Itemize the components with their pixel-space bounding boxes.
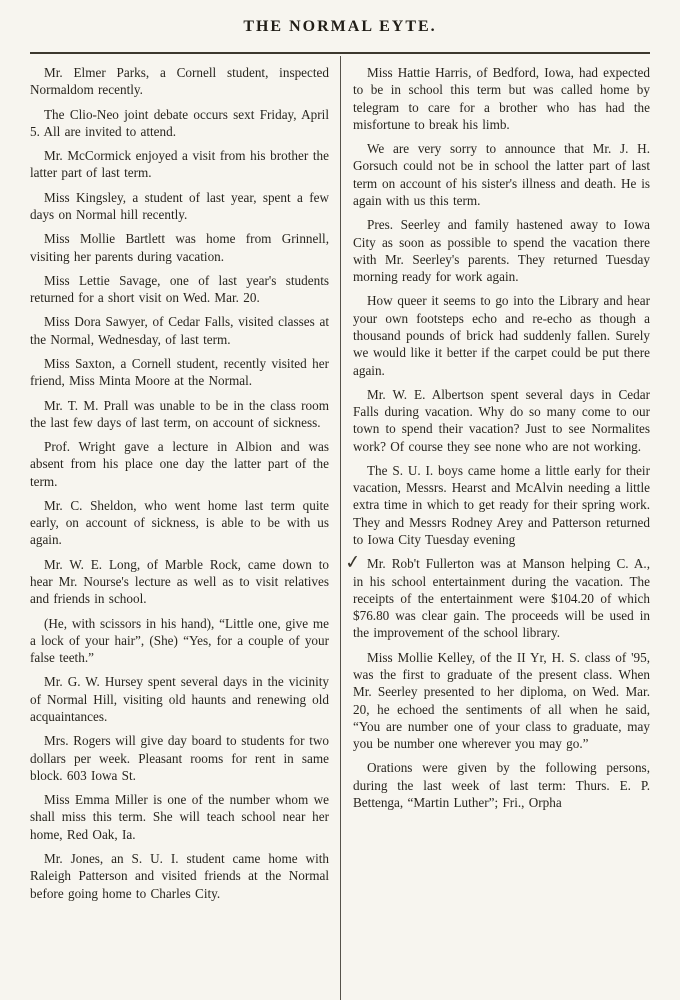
columns-container bbox=[30, 56, 650, 1000]
paragraph: Miss Emma Miller is one of the number whom we shall miss this term. She will teach school near her home, Red Oak, Ia. bbox=[30, 792, 329, 842]
left-column bbox=[30, 56, 340, 1000]
paragraph: Mr. Elmer Parks, a Cornell student, inspected Normaldom recently. bbox=[30, 65, 329, 98]
paragraph: The S. U. I. boys came home a little early for their vacation, Messrs. Hearst and McAlvin needing a little extra time in which to get ready for their spring work. They and Messrs Rodney Arey and Patterson returned to Iowa City Tuesday evening bbox=[353, 462, 650, 548]
paragraph: The Clio-Neo joint debate occurs sext Friday, April 5. All are invited to attend. bbox=[30, 106, 329, 139]
paragraph: Mr. W. E. Long, of Marble Rock, came down to hear Mr. Nourse's lecture as well as to visit relatives and friends in school. bbox=[30, 556, 329, 607]
paragraph: Miss Kingsley, a student of last year, spent a few days on Normal hill recently. bbox=[30, 189, 329, 222]
paragraph: Mr. C. Sheldon, who went home last term quite early, on account of sickness, is able to be with us again. bbox=[30, 497, 329, 548]
paragraph: Prof. Wright gave a lecture in Albion and was absent from his place one day the latter part of the term. bbox=[30, 439, 329, 489]
right-column bbox=[340, 56, 650, 1000]
paragraph: Mr. Jones, an S. U. I. student came home with Raleigh Patterson and visited friends at the Normal before going home to Charles City. bbox=[30, 850, 329, 901]
paragraph: We are very sorry to announce that Mr. J. H. Gorsuch could not be in school the latter part of last term on account of his sister's illness and death. He is again with us this term. bbox=[353, 141, 650, 208]
paragraph: Mr. G. W. Hursey spent several days in the vicinity of Normal Hill, visiting old haunts and renewing old acquaintances. bbox=[30, 674, 329, 724]
paragraph: Miss Hattie Harris, of Bedford, Iowa, had expected to be in school this term but was called home by telegram to care for a brother who has had the misfortune to break his limb. bbox=[353, 65, 650, 132]
paragraph: Miss Saxton, a Cornell student, recently visited her friend, Miss Minta Moore at the Normal. bbox=[30, 355, 329, 389]
paragraph: Mrs. Rogers will give day board to students for two dollars per week. Pleasant rooms for rent in same block. 603 Iowa St. bbox=[30, 733, 329, 783]
paragraph: Miss Lettie Savage, one of last year's students returned for a short visit on Wed. Mar. 20. bbox=[30, 272, 329, 306]
checkmark-annotation: ✓ bbox=[343, 550, 362, 575]
paragraph: Pres. Seerley and family hastened away to Iowa City as soon as possible to spend the vacation there with Mr. Seerley's parents. They returned Tuesday morning ready for work again. bbox=[353, 217, 650, 285]
paragraph: Miss Mollie Kelley, of the II Yr, H. S. class of '95, was the first to graduate of the present class. When Mr. Seerley presented to her diploma, on Wed. Mar. 20, he echoed the sentiments of all when he said, “You are number one of your class to graduate, may you be number one wherever you may go.” bbox=[353, 649, 650, 752]
paragraph: How queer it seems to go into the Library and hear your own footsteps echo and re-echo as though a thousand pounds of brick had suddenly fallen. Surely we would like it better if the carpet could be put there again. bbox=[353, 293, 650, 378]
masthead-title: THE NORMAL EYTE. bbox=[243, 18, 437, 35]
paragraph: Orations were given by the following persons, during the last week of last term: Thurs. E. P. Bettenga, “Martin Luther”; Fri., Orpha bbox=[353, 760, 650, 810]
paragraph: Mr. T. M. Prall was unable to be in the class room the last few days of last term, on account of sickness. bbox=[30, 397, 329, 430]
paragraph: Miss Mollie Bartlett was home from Grinnell, visiting her parents during vacation. bbox=[30, 231, 329, 264]
paragraph: (He, with scissors in his hand), “Little one, give me a lock of your hair”, (She) “Yes, for a couple of your false teeth.” bbox=[30, 615, 329, 666]
paragraph: Miss Dora Sawyer, of Cedar Falls, visited classes at the Normal, Wednesday, of last term. bbox=[30, 314, 329, 347]
paragraph: Mr. Rob't Fullerton was at Manson helping C. A., in his school entertainment during the vacation. The receipts of the entertainment were $104.20 of which $76.80 was clear gain. The proceeds will be used in the improvement of the school library. ✓ bbox=[353, 555, 650, 641]
paragraph: Mr. W. E. Albertson spent several days in Cedar Falls during vacation. Why do so many come to our town to spend their vacation? Just to see Normalites work? Of course they see none who are not working. bbox=[353, 386, 650, 454]
paragraph: Mr. McCormick enjoyed a visit from his brother the latter part of last term. bbox=[30, 148, 329, 181]
title-rule bbox=[30, 52, 650, 54]
